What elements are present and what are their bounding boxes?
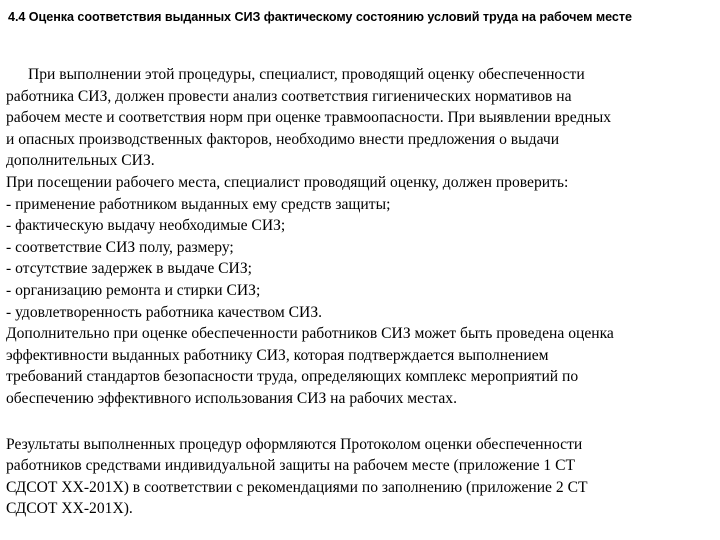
text-line: работников средствами индивидуальной защиты на рабочем месте (приложение 1 СТ [6, 457, 576, 475]
text-line: требований стандартов безопасности труда, определяющих комплекс мероприятий по [6, 368, 579, 386]
text-line: СДСОТ ХХ-201Х). [6, 500, 133, 518]
list-item: - удовлетворенность работника качеством СИЗ. [6, 303, 323, 321]
paragraph-spacer [6, 410, 718, 434]
text-line: эффективности выданных работнику СИЗ, которая подтверждается выполнением [6, 346, 549, 364]
text-line: рабочем месте и соответствия норм при оценке травмоопасности. При выявлении вредных [6, 109, 612, 127]
checklist [6, 194, 718, 324]
text-line: При выполнении этой процедуры, специалист, проводящий оценку обеспеченности [28, 66, 585, 83]
text-line: Дополнительно при оценке обеспеченности работников СИЗ может быть проведена оценка [6, 325, 614, 343]
list-item: - организацию ремонта и стирки СИЗ; [6, 281, 261, 299]
paragraph-results [6, 434, 718, 520]
slide-body [6, 64, 718, 520]
text-line: Результаты выполненных процедур оформляются Протоколом оценки обеспеченности [6, 435, 583, 453]
text-line: работника СИЗ, должен провести анализ соответствия гигиенических нормативов на [6, 87, 572, 105]
slide-title: 4.4 Оценка соответствия выданных СИЗ фактическому состоянию условий труда на рабочем месте [8, 10, 632, 24]
paragraph-effectiveness [6, 323, 718, 409]
list-item: - соответствие СИЗ полу, размеру; [6, 238, 234, 256]
paragraph-procedure [6, 64, 718, 172]
text-line: обеспечению эффективного использования СИЗ на рабочих местах. [6, 389, 457, 407]
list-item: - отсутствие задержек в выдаче СИЗ; [6, 260, 252, 278]
text-line: При посещении рабочего места, специалист проводящий оценку, должен проверить: [6, 173, 569, 191]
list-item: - применение работником выданных ему средств защиты; [6, 195, 391, 213]
text-line: СДСОТ ХХ-201Х) в соответствии с рекомендациями по заполнению (приложение 2 СТ [6, 478, 588, 496]
text-line: дополнительных СИЗ. [6, 152, 155, 170]
list-item: - фактическую выдачу необходимые СИЗ; [6, 217, 286, 235]
paragraph-visit [6, 172, 718, 194]
text-line: и опасных производственных факторов, необходимо внести предложения о выдачи [6, 130, 560, 148]
